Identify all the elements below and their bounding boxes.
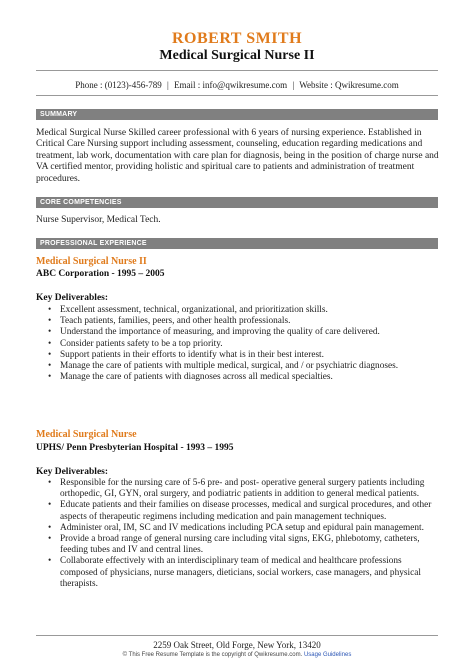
key-deliverables-label: Key Deliverables: [36, 293, 109, 303]
list-item: • Provide a broad range of general nursing care including vital signs, EKG, phlebotomy, catheters, feeding tubes and IV and central lines. [46, 534, 432, 556]
contact-separator: | [292, 80, 295, 90]
key-deliverables-label: Key Deliverables: [36, 467, 109, 477]
section-heading-competencies: CORE COMPETENCIES [36, 197, 438, 208]
list-item: • Manage the care of patients with multiple medical, surgical, and / or psychiatric diagnoses. [46, 361, 432, 372]
contact-phone: Phone : (0123)-456-789 [75, 80, 162, 90]
list-item: • Collaborate effectively with an interdisciplinary team of medical and healthcare professions composed of physicians, nurse managers, dieticians, social workers, case managers, and physical therapists. [46, 556, 432, 590]
competencies-text: Nurse Supervisor, Medical Tech. [36, 215, 161, 225]
header-rule-bottom [36, 95, 438, 96]
footer-address: 2259 Oak Street, Old Forge, New York, 13420 [153, 640, 321, 650]
section-heading-summary: SUMMARY [36, 109, 438, 120]
list-item: • Responsible for the nursing care of 5-6 pre- and post- operative general surgery patients including orthopedic, GI, GYN, oral surgery, and podiatric patients in addition to general medical patients. [46, 478, 432, 500]
section-heading-experience: PROFESSIONAL EXPERIENCE [36, 238, 438, 249]
footer-copyright: © This Free Resume Template is the copyright of Qwikresume.com. [122, 652, 303, 658]
list-item: • Educate patients and their families on disease processes, medical and surgical procedures, and other aspects of therapeutic regimens including medication and pain management techniques. [46, 500, 432, 522]
usage-guidelines-link[interactable]: Usage Guidelines [303, 652, 352, 658]
deliverables-list [46, 478, 432, 590]
list-item: • Administer oral, IM, SC and IV medications including PCA setup and epidural pain management. [46, 523, 432, 534]
job-company: ABC Corporation - 1995 – 2005 [36, 269, 165, 279]
footer-links [0, 652, 474, 658]
list-item: • Understand the importance of measuring, and improving the quality of care delivered. [46, 327, 432, 338]
list-item: • Manage the care of patients with diagnoses across all medical specialties. [46, 372, 432, 383]
job-role: Medical Surgical Nurse [36, 429, 137, 440]
header-rule-top [36, 70, 438, 71]
job-role: Medical Surgical Nurse II [36, 256, 147, 267]
candidate-job-title: Medical Surgical Nurse II [159, 48, 315, 63]
contact-website: Website : Qwikresume.com [299, 80, 399, 90]
summary-text: Medical Surgical Nurse Skilled career professional with 6 years of nursing experience. Established in Critical Care Nursing support including assessment, counseling, education regarding medications and treatment, lab work, documentation with care plan for diagnosis, being in the position of charge nurse and VA certified mentor, providing holistic and spiritual care to patients and administration of treatment procedures. [36, 128, 439, 184]
contact-email: Email : info@qwikresume.com [174, 80, 288, 90]
list-item: • Consider patients safety to be a top priority. [46, 339, 432, 350]
contact-separator: | [167, 80, 169, 90]
list-item: • Teach patients, families, peers, and other health professionals. [46, 316, 432, 327]
deliverables-list [46, 305, 432, 383]
candidate-name: ROBERT SMITH [171, 30, 303, 47]
footer-rule [36, 635, 438, 636]
contact-line [0, 80, 474, 90]
job-company: UPHS/ Penn Presbyterian Hospital - 1993 – 1995 [36, 443, 234, 453]
list-item: • Support patients in their efforts to identify what is in their best interest. [46, 350, 432, 361]
list-item: • Excellent assessment, technical, organizational, and prioritization skills. [46, 305, 432, 316]
